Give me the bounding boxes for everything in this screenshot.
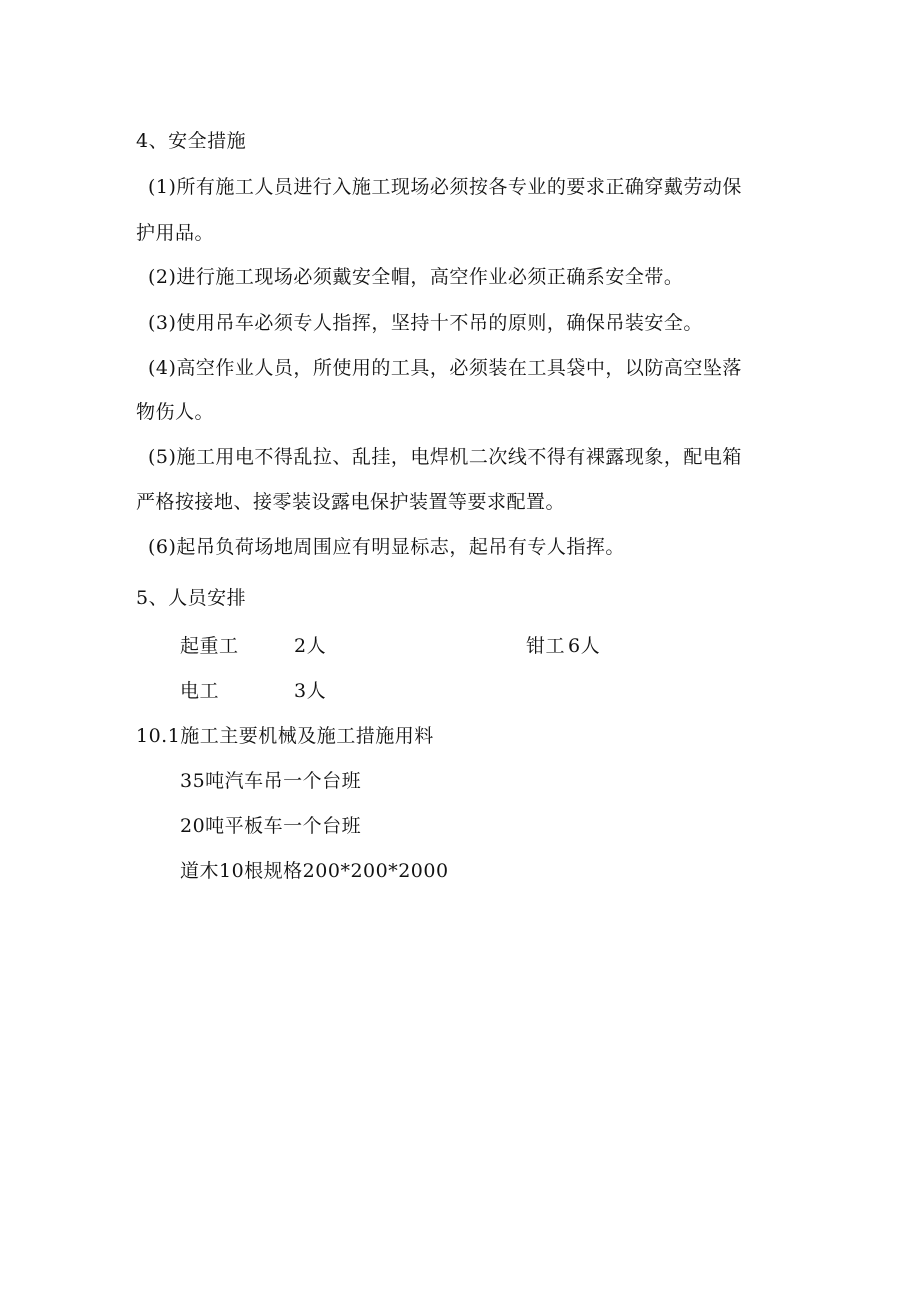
safety-item-5-line-2: 严格按接地、接零装设露电保护装置等要求配置。 (136, 491, 566, 513)
safety-item-2: (2)进行施工现场必须戴安全帽，高空作业必须正确系安全带。 (148, 266, 684, 288)
safety-item-4-line-1: (4)高空作业人员，所使用的工具，必须装在工具袋中，以防高空坠落 (148, 357, 742, 379)
safety-item-5-line-1: (5)施工用电不得乱拉、乱挂，电焊机二次线不得有裸露现象，配电箱 (148, 446, 742, 468)
safety-item-1-line-2: 护用品。 (136, 222, 215, 244)
safety-item-4-line-2: 物伤人。 (136, 401, 215, 423)
staff-count-electrician: 3人 (294, 680, 327, 702)
safety-item-3: (3)使用吊车必须专人指挥，坚持十不吊的原则，确保吊装安全。 (148, 312, 703, 334)
staff-count-rigger: 2人 (294, 635, 327, 657)
staff-count-fitter: 6人 (568, 635, 601, 657)
staff-role-electrician: 电工 (180, 680, 220, 702)
equipment-item-2: 20吨平板车一个台班 (180, 815, 362, 837)
staff-role-rigger: 起重工 (180, 635, 239, 657)
staff-role-fitter: 钳工 (526, 635, 566, 657)
section-10-1-heading: 10.1施工主要机械及施工措施用料 (136, 725, 434, 747)
section-5-heading: 5、人员安排 (136, 587, 247, 609)
section-4-heading: 4、安全措施 (136, 130, 247, 152)
equipment-item-1: 35吨汽车吊一个台班 (180, 770, 362, 792)
equipment-item-3: 道木10根规格200*200*2000 (180, 860, 449, 882)
safety-item-1-line-1: (1)所有施工人员进行入施工现场必须按各专业的要求正确穿戴劳动保 (148, 176, 742, 198)
safety-item-6: (6)起吊负荷场地周围应有明显标志，起吊有专人指挥。 (148, 536, 625, 558)
